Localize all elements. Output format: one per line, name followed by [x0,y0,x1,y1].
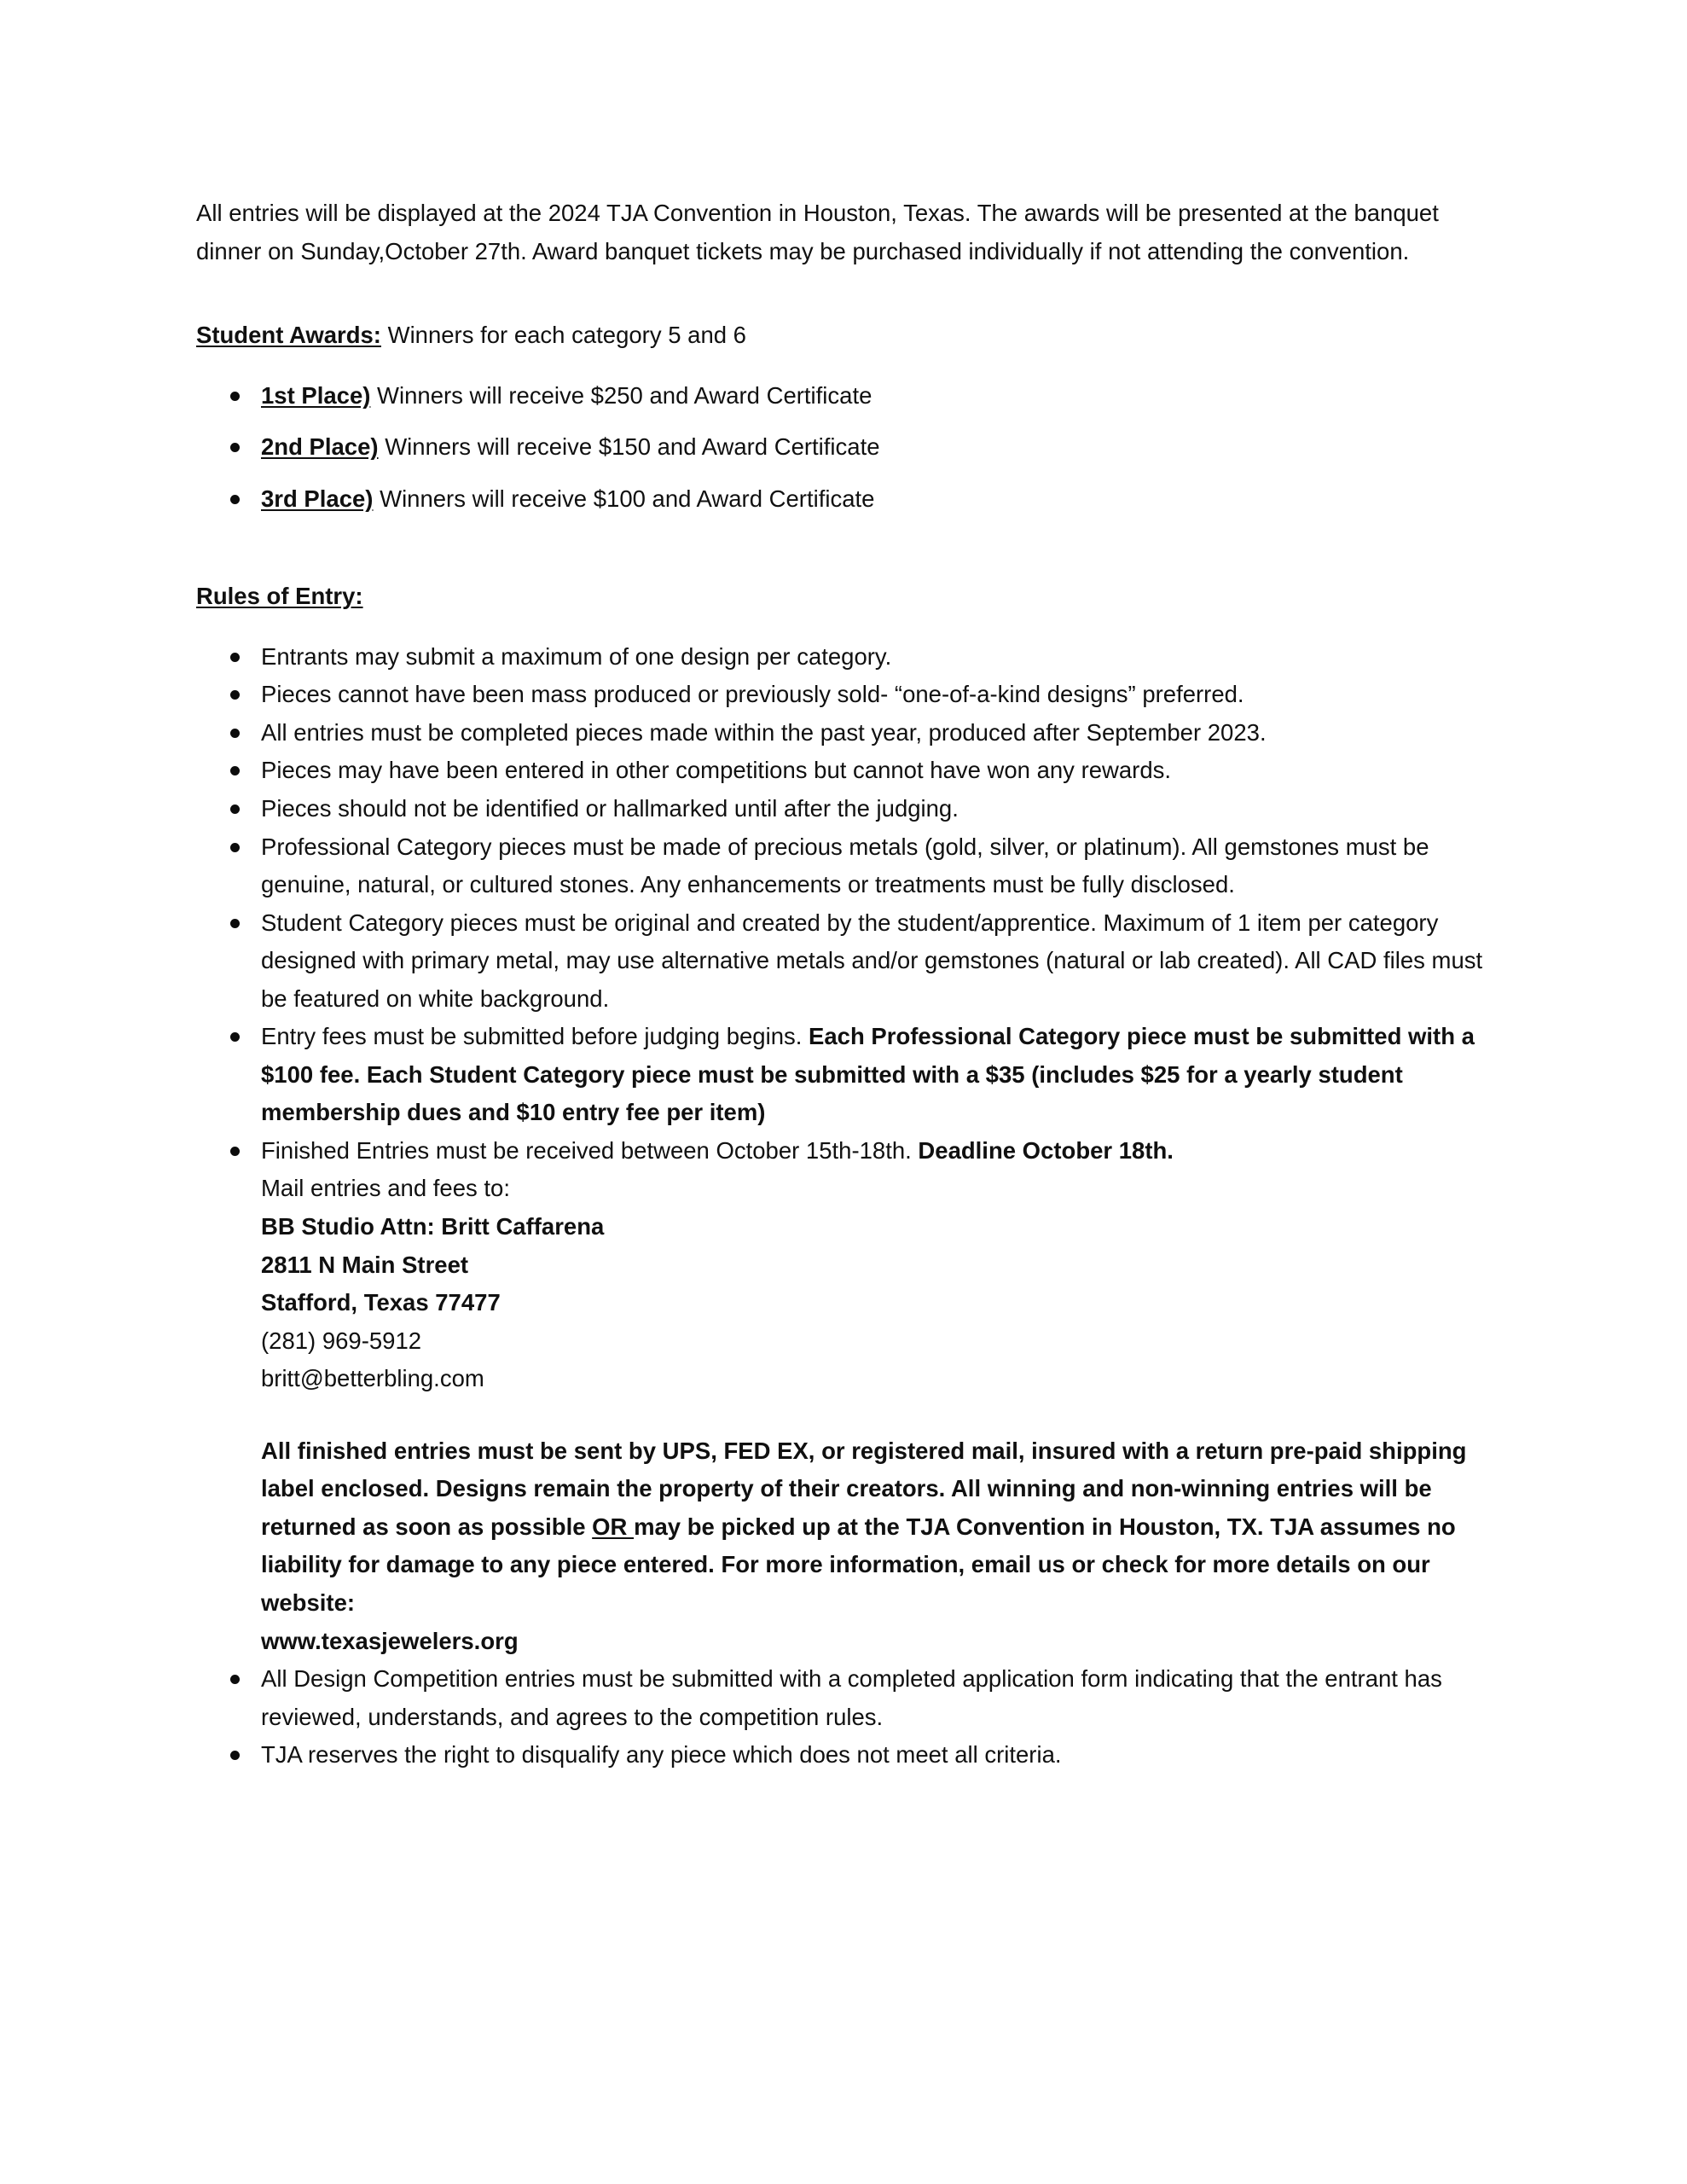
list-item [196,904,1491,1019]
shipping-note-or-emphasis: OR [592,1513,635,1540]
list-item [196,638,1491,677]
award-place-label: 2nd Place) [261,433,379,461]
address-line-street: 2811 N Main Street [261,1251,469,1278]
entry-fees-plain: Entry fees must be submitted before judging begins. [261,1023,809,1050]
student-awards-heading [196,317,1491,355]
website-url: www.texasjewelers.org [261,1627,519,1654]
address-line-name: BB Studio Attn: Britt Caffarena [261,1213,605,1240]
bullet-dot-icon [230,653,240,662]
rule-text: Entrants may submit a maximum of one design per category. [261,642,892,670]
rule-text: All entries must be completed pieces made within the past year, produced after September 2023. [261,718,1267,746]
list-item [196,1660,1491,1736]
spacer [196,355,1491,377]
list-item [196,828,1491,904]
phone-number: (281) 969-5912 [261,1327,422,1354]
document-body [196,195,1491,1774]
rule-text: Professional Category pieces must be made of precious metals (gold, silver, or platinum). All gemstones must be genuine, natural, or cultured stones. Any enhancements or treatments must be fully disclosed. [261,833,1429,898]
award-place-text: Winners will receive $250 and Award Certificate [370,381,872,409]
spacer [196,531,1491,578]
bullet-dot-icon [230,1675,240,1684]
student-awards-heading-label: Student Awards: [196,322,381,349]
list-item [196,480,1491,519]
spacer [196,616,1491,638]
mail-label: Mail entries and fees to: [261,1175,510,1202]
bullet-dot-icon [230,392,240,401]
bullet-dot-icon [230,729,240,738]
bullet-dot-icon [230,1147,240,1156]
student-awards-list [196,377,1491,519]
bullet-dot-icon [230,919,240,928]
rules-of-entry-heading [196,578,1491,616]
rule-text: TJA reserves the right to disqualify any piece which does not meet all criteria. [261,1741,1062,1769]
student-awards-heading-trailing: Winners for each category 5 and 6 [380,322,746,349]
intro-paragraph: All entries will be displayed at the 2024 TJA Convention in Houston, Texas. The awards will be presented at the banquet dinner on Sunday,October 27th. Award banquet tickets may be purchased individually if not attending the convention. [196,200,1439,264]
rules-of-entry-heading-label: Rules of Entry: [196,583,363,610]
shipping-note [261,1432,1491,1623]
spacer [261,1398,1491,1432]
rule-text: Student Category pieces must be original and created by the student/apprentice. Maximum of 1 item per category designed with primary metal, may use alternative metals and/or gemstones (natural or lab created). All CAD files must be featured on white background. [261,909,1483,1012]
shipping-note-part2: may be picked up at the TJA Convention in Houston, TX. TJA assumes no liability for damage to any piece entered. For more information, email us or check for more details on our website: [261,1513,1456,1616]
award-place-text: Winners will receive $150 and Award Certificate [378,433,880,461]
finished-entries-plain: Finished Entries must be received between October 15th-18th. [261,1136,919,1164]
award-place-text: Winners will receive $100 and Award Certificate [373,485,875,512]
award-place-label: 1st Place) [261,381,371,409]
rule-text: Pieces cannot have been mass produced or previously sold- “one-of-a-kind designs” preferred. [261,681,1244,708]
list-item-finished-entries [196,1132,1491,1660]
finished-entries-deadline: Deadline October 18th. [918,1136,1174,1164]
rule-text: All Design Competition entries must be submitted with a completed application form indicating that the entrant has reviewed, understands, and agrees to the competition rules. [261,1665,1442,1730]
bullet-dot-icon [230,1032,240,1042]
list-item [196,428,1491,467]
bullet-dot-icon [230,443,240,452]
bullet-dot-icon [230,804,240,814]
list-item [196,790,1491,828]
entry-fees-bold: Each Professional Category piece must be submitted with a $100 fee. Each Student Category piece must be submitted with a $35 (includes $25 for a yearly student membership dues and $10 entry fee per item) [261,1023,1475,1126]
rule-text: Pieces should not be identified or hallmarked until after the judging. [261,795,959,822]
bullet-dot-icon [230,1751,240,1760]
bullet-dot-icon [230,843,240,852]
bullet-dot-icon [230,690,240,700]
bullet-dot-icon [230,766,240,775]
address-line-city-state-zip: Stafford, Texas 77477 [261,1289,501,1316]
list-item [196,676,1491,714]
list-item [196,714,1491,752]
rules-list [196,638,1491,1774]
list-item [196,377,1491,415]
rule-text: Pieces may have been entered in other competitions but cannot have won any rewards. [261,757,1172,784]
email-address: britt@betterbling.com [261,1365,484,1392]
list-item-entry-fees [196,1018,1491,1132]
list-item [196,752,1491,790]
list-item [196,1736,1491,1774]
spacer [196,270,1491,317]
bullet-dot-icon [230,495,240,504]
shipping-note-part1: All finished entries must be sent by UPS, FED EX, or registered mail, insured with a return pre-paid shipping label enclosed. Designs remain the property of their creators. All winning and non-winning entries will be returned as soon as possible [261,1437,1467,1540]
award-place-label: 3rd Place) [261,485,374,512]
